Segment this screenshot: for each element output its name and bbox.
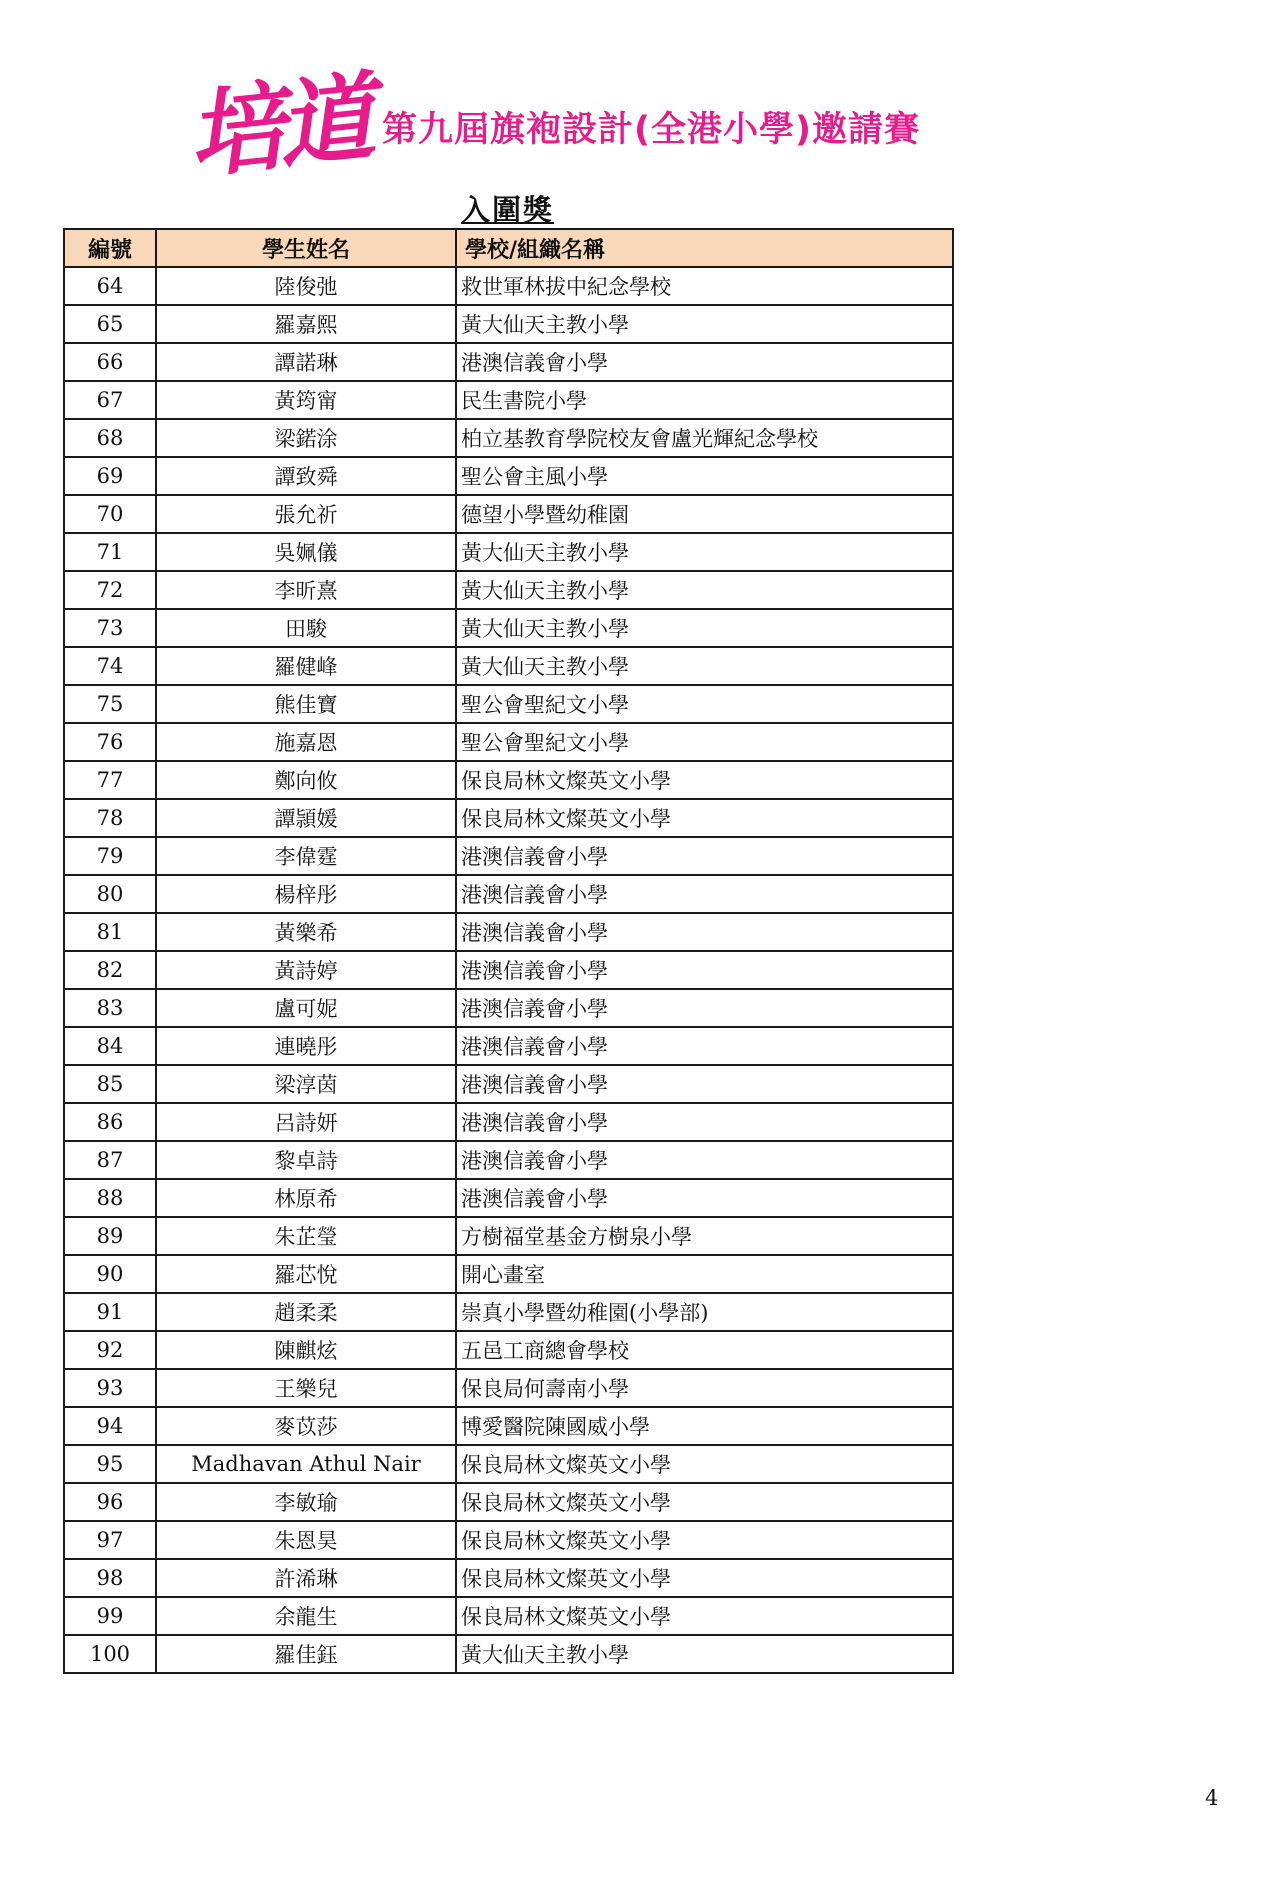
row-number-cell: 81 <box>64 913 156 951</box>
school-name-cell: 保良局林文燦英文小學 <box>456 1445 953 1483</box>
table-row <box>64 1407 953 1445</box>
row-number-cell: 67 <box>64 381 156 419</box>
row-number-cell: 84 <box>64 1027 156 1065</box>
document-header <box>182 60 920 192</box>
student-name-cell: 張允祈 <box>156 495 456 533</box>
column-header-school-name: 學校/組織名稱 <box>456 229 953 267</box>
school-name-cell: 港澳信義會小學 <box>456 1027 953 1065</box>
award-section-heading: 入圍獎 <box>460 193 554 227</box>
table-row <box>64 1483 953 1521</box>
row-number-cell: 70 <box>64 495 156 533</box>
school-name-cell: 港澳信義會小學 <box>456 951 953 989</box>
student-name-cell: 羅嘉熙 <box>156 305 456 343</box>
row-number-cell: 100 <box>64 1635 156 1673</box>
school-name-cell: 民生書院小學 <box>456 381 953 419</box>
school-name-cell: 黃大仙天主教小學 <box>456 533 953 571</box>
student-name-cell: 呂詩妍 <box>156 1103 456 1141</box>
student-name-cell: 黃詩婷 <box>156 951 456 989</box>
row-number-cell: 93 <box>64 1369 156 1407</box>
row-number-cell: 90 <box>64 1255 156 1293</box>
row-number-cell: 80 <box>64 875 156 913</box>
school-name-cell: 港澳信義會小學 <box>456 989 953 1027</box>
school-name-cell: 保良局林文燦英文小學 <box>456 1597 953 1635</box>
row-number-cell: 64 <box>64 267 156 305</box>
student-name-cell: 連曉彤 <box>156 1027 456 1065</box>
table-row <box>64 913 953 951</box>
row-number-cell: 66 <box>64 343 156 381</box>
table-row <box>64 1635 953 1673</box>
student-name-cell: 李偉霆 <box>156 837 456 875</box>
student-name-cell: 王樂兒 <box>156 1369 456 1407</box>
school-name-cell: 港澳信義會小學 <box>456 913 953 951</box>
table-row <box>64 609 953 647</box>
school-name-cell: 黃大仙天主教小學 <box>456 571 953 609</box>
school-name-cell: 博愛醫院陳國威小學 <box>456 1407 953 1445</box>
row-number-cell: 86 <box>64 1103 156 1141</box>
school-calligraphy-logo: 培道 <box>182 60 374 192</box>
student-name-cell: 吳姵儀 <box>156 533 456 571</box>
school-name-cell: 保良局林文燦英文小學 <box>456 1521 953 1559</box>
table-row <box>64 343 953 381</box>
student-name-cell: 譚頴媛 <box>156 799 456 837</box>
table-row <box>64 799 953 837</box>
row-number-cell: 82 <box>64 951 156 989</box>
student-name-cell: 朱芷瑩 <box>156 1217 456 1255</box>
row-number-cell: 74 <box>64 647 156 685</box>
student-name-cell: 陸俊弛 <box>156 267 456 305</box>
column-header-student-name: 學生姓名 <box>156 229 456 267</box>
table-row <box>64 685 953 723</box>
student-name-cell: 麥苡莎 <box>156 1407 456 1445</box>
school-name-cell: 保良局林文燦英文小學 <box>456 761 953 799</box>
table-header <box>64 229 953 267</box>
page-number: 4 <box>1205 1786 1219 1810</box>
table-row <box>64 1179 953 1217</box>
school-name-cell: 保良局何壽南小學 <box>456 1369 953 1407</box>
row-number-cell: 68 <box>64 419 156 457</box>
table-row <box>64 989 953 1027</box>
table-row <box>64 381 953 419</box>
table-row <box>64 1559 953 1597</box>
row-number-cell: 75 <box>64 685 156 723</box>
row-number-cell: 95 <box>64 1445 156 1483</box>
student-name-cell: Madhavan Athul Nair <box>156 1445 456 1483</box>
row-number-cell: 83 <box>64 989 156 1027</box>
school-name-cell: 五邑工商總會學校 <box>456 1331 953 1369</box>
row-number-cell: 71 <box>64 533 156 571</box>
table-row <box>64 571 953 609</box>
table-row <box>64 1597 953 1635</box>
student-name-cell: 梁淳茵 <box>156 1065 456 1103</box>
row-number-cell: 85 <box>64 1065 156 1103</box>
row-number-cell: 99 <box>64 1597 156 1635</box>
school-name-cell: 黃大仙天主教小學 <box>456 647 953 685</box>
row-number-cell: 69 <box>64 457 156 495</box>
table-row <box>64 533 953 571</box>
school-name-cell: 港澳信義會小學 <box>456 343 953 381</box>
row-number-cell: 65 <box>64 305 156 343</box>
student-name-cell: 朱恩昊 <box>156 1521 456 1559</box>
row-number-cell: 96 <box>64 1483 156 1521</box>
row-number-cell: 94 <box>64 1407 156 1445</box>
student-name-cell: 田駿 <box>156 609 456 647</box>
school-name-cell: 港澳信義會小學 <box>456 1141 953 1179</box>
student-name-cell: 熊佳寶 <box>156 685 456 723</box>
column-header-number: 編號 <box>64 229 156 267</box>
student-name-cell: 楊梓彤 <box>156 875 456 913</box>
school-name-cell: 黃大仙天主教小學 <box>456 1635 953 1673</box>
table-row <box>64 1445 953 1483</box>
student-name-cell: 黃樂希 <box>156 913 456 951</box>
student-name-cell: 盧可妮 <box>156 989 456 1027</box>
row-number-cell: 97 <box>64 1521 156 1559</box>
row-number-cell: 87 <box>64 1141 156 1179</box>
table-row <box>64 1027 953 1065</box>
student-name-cell: 羅健峰 <box>156 647 456 685</box>
row-number-cell: 91 <box>64 1293 156 1331</box>
school-name-cell: 港澳信義會小學 <box>456 837 953 875</box>
row-number-cell: 79 <box>64 837 156 875</box>
row-number-cell: 72 <box>64 571 156 609</box>
school-name-cell: 德望小學暨幼稚園 <box>456 495 953 533</box>
table-header-row <box>64 229 953 267</box>
table-row <box>64 267 953 305</box>
table-row <box>64 723 953 761</box>
student-name-cell: 李昕熹 <box>156 571 456 609</box>
student-name-cell: 林原希 <box>156 1179 456 1217</box>
student-name-cell: 黃筠甯 <box>156 381 456 419</box>
student-name-cell: 李敏瑜 <box>156 1483 456 1521</box>
student-name-cell: 羅芯悅 <box>156 1255 456 1293</box>
row-number-cell: 73 <box>64 609 156 647</box>
student-name-cell: 譚致舜 <box>156 457 456 495</box>
student-name-cell: 余龍生 <box>156 1597 456 1635</box>
row-number-cell: 78 <box>64 799 156 837</box>
row-number-cell: 76 <box>64 723 156 761</box>
table-row <box>64 495 953 533</box>
table-row <box>64 1141 953 1179</box>
table-row <box>64 1293 953 1331</box>
school-name-cell: 港澳信義會小學 <box>456 1103 953 1141</box>
student-name-cell: 陳麒炫 <box>156 1331 456 1369</box>
student-name-cell: 鄭向攸 <box>156 761 456 799</box>
table-row <box>64 1255 953 1293</box>
school-name-cell: 救世軍林拔中紀念學校 <box>456 267 953 305</box>
competition-title: 第九屆旗袍設計(全港小學)邀請賽 <box>382 110 920 150</box>
school-name-cell: 聖公會聖紀文小學 <box>456 685 953 723</box>
school-name-cell: 崇真小學暨幼稚園(小學部) <box>456 1293 953 1331</box>
table-row <box>64 1331 953 1369</box>
student-name-cell: 羅佳鈺 <box>156 1635 456 1673</box>
table-row <box>64 1065 953 1103</box>
table-row <box>64 761 953 799</box>
table-row <box>64 1103 953 1141</box>
table-row <box>64 1369 953 1407</box>
table-row <box>64 875 953 913</box>
row-number-cell: 77 <box>64 761 156 799</box>
table-row <box>64 305 953 343</box>
school-name-cell: 保良局林文燦英文小學 <box>456 1559 953 1597</box>
school-name-cell: 開心畫室 <box>456 1255 953 1293</box>
student-name-cell: 黎卓詩 <box>156 1141 456 1179</box>
school-name-cell: 聖公會聖紀文小學 <box>456 723 953 761</box>
table-row <box>64 1521 953 1559</box>
school-name-cell: 港澳信義會小學 <box>456 875 953 913</box>
table-body <box>64 267 953 1673</box>
row-number-cell: 89 <box>64 1217 156 1255</box>
school-name-cell: 保良局林文燦英文小學 <box>456 799 953 837</box>
row-number-cell: 92 <box>64 1331 156 1369</box>
school-name-cell: 黃大仙天主教小學 <box>456 305 953 343</box>
student-name-cell: 許浠琳 <box>156 1559 456 1597</box>
student-name-cell: 梁鍩涂 <box>156 419 456 457</box>
school-name-cell: 港澳信義會小學 <box>456 1179 953 1217</box>
school-name-cell: 黃大仙天主教小學 <box>456 609 953 647</box>
table-row <box>64 837 953 875</box>
table-row <box>64 1217 953 1255</box>
school-name-cell: 柏立基教育學院校友會盧光輝紀念學校 <box>456 419 953 457</box>
table-row <box>64 951 953 989</box>
table-row <box>64 457 953 495</box>
school-name-cell: 港澳信義會小學 <box>456 1065 953 1103</box>
student-name-cell: 施嘉恩 <box>156 723 456 761</box>
student-name-cell: 譚諾琳 <box>156 343 456 381</box>
school-name-cell: 保良局林文燦英文小學 <box>456 1483 953 1521</box>
row-number-cell: 98 <box>64 1559 156 1597</box>
finalists-table <box>63 228 954 1674</box>
table-row <box>64 647 953 685</box>
student-name-cell: 趙柔柔 <box>156 1293 456 1331</box>
school-name-cell: 聖公會主風小學 <box>456 457 953 495</box>
table-row <box>64 419 953 457</box>
school-name-cell: 方樹福堂基金方樹泉小學 <box>456 1217 953 1255</box>
row-number-cell: 88 <box>64 1179 156 1217</box>
